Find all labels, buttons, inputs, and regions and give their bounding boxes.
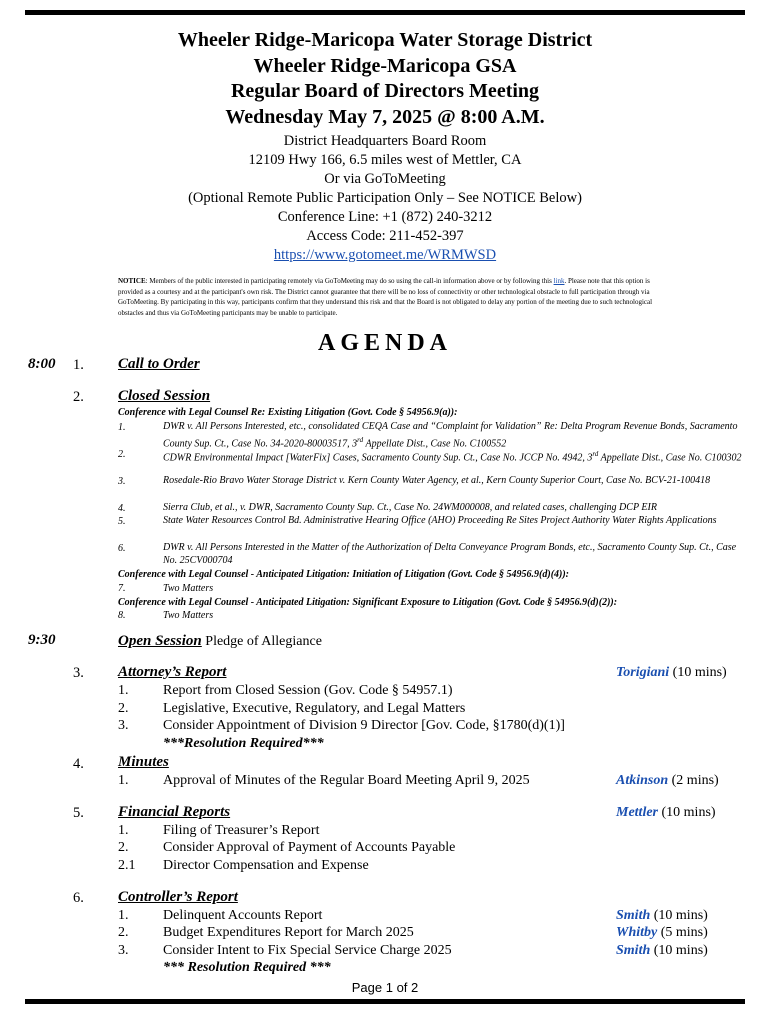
notice-paragraph [118, 276, 663, 318]
item-4-presenter [616, 773, 719, 789]
presenter-duration: (10 mins) [669, 665, 727, 680]
item-3-title: Attorney’s Report [118, 664, 227, 680]
presenter-name: Whitby [616, 925, 658, 940]
item-5-sub-3-number: 2.1 [118, 858, 136, 873]
item-3-sub-3-text: Consider Appointment of Division 9 Director [Gov. Code, §1780(d)(1)] [163, 718, 565, 733]
title-line-1: Wheeler Ridge-Maricopa Water Storage District [177, 29, 593, 51]
time-9-30: 9:30 [28, 632, 56, 648]
item-3-resolution-required: ***Resolution Required*** [163, 736, 324, 751]
item-5-number: 5. [73, 805, 84, 821]
item-6-sub-1-number: 1. [118, 908, 129, 923]
item-3-presenter [616, 665, 727, 681]
item-5-sub-2-number: 2. [118, 840, 129, 855]
item-5-sub-2-text: Consider Approval of Payment of Accounts Payable [163, 840, 456, 855]
meeting-link[interactable]: https://www.gotomeet.me/WRMWSD [273, 247, 497, 263]
info-line-remote: Or via GoToMeeting [324, 171, 446, 187]
notice-text-1: : Members of the public interested in participating remotely via GoToMeeting may do so using the call-in information above or by following this [145, 277, 554, 285]
case-1-text: DWR v. All Persons Interested, etc., consolidated CEQA Case and “Complaint for Validation” Re: Delta Program Revenue Bonds, Sacramento County Sup. Ct., Case No. 34-2020-80003517, 3rd Appellate Dist., Case No. C100552 [163, 421, 738, 449]
case-5-text: State Water Resources Control Bd. Administrative Hearing Office (AHO) Proceeding Re Sites Project Authority Water Rights Applications [163, 515, 717, 526]
presenter-name: Torigiani [616, 665, 670, 680]
presenter-name: Smith [616, 908, 651, 923]
closed-session-subheading-3: Conference with Legal Counsel - Anticipated Litigation: Significant Exposure to Litigation (Govt. Code § 54956.9(d)(2)): [118, 597, 618, 608]
item-4-title: Minutes [118, 754, 169, 770]
item-5-sub-1-number: 1. [118, 823, 129, 838]
info-line-address: 12109 Hwy 166, 6.5 miles west of Mettler, CA [248, 152, 522, 168]
item-5-sub-1-text: Filing of Treasurer’s Report [163, 823, 320, 838]
title-line-4: Wednesday May 7, 2025 @ 8:00 A.M. [225, 105, 545, 128]
item-6-sub-2-presenter [616, 925, 708, 941]
meeting-header [0, 28, 770, 265]
presenter-name: Smith [616, 943, 651, 958]
item-2-number: 2. [73, 389, 84, 405]
case-2-number: 2. [118, 449, 126, 460]
case-1-number: 1. [118, 422, 126, 433]
item-1-title: Call to Order [118, 356, 200, 372]
presenter-name: Mettler [616, 805, 658, 820]
closed-session-subheading-1: Conference with Legal Counsel Re: Existing Litigation (Govt. Code § 54956.9(a)): [118, 407, 458, 418]
case-8-text: Two Matters [163, 610, 214, 621]
info-line-conference: Conference Line: +1 (872) 240-3212 [277, 209, 493, 225]
case-3-number: 3. [118, 476, 126, 487]
item-6-sub-3-number: 3. [118, 943, 129, 958]
item-3-sub-1-text: Report from Closed Session (Gov. Code § 54957.1) [163, 683, 453, 698]
item-6-sub-3-text: Consider Intent to Fix Special Service Charge 2025 [163, 943, 452, 958]
info-line-location: District Headquarters Board Room [283, 133, 487, 149]
presenter-duration: (10 mins) [650, 908, 708, 923]
info-line-access-code: Access Code: 211-452-397 [306, 228, 464, 244]
item-6-sub-1-presenter [616, 908, 708, 924]
notice-label: NOTICE [118, 277, 146, 285]
title-line-3: Regular Board of Directors Meeting [230, 80, 540, 102]
item-6-sub-3-presenter [616, 943, 708, 959]
case-4-text: Sierra Club, et al., v. DWR, Sacramento County Sup. Ct., Case No. 24WM000008, and related cases, challenging DCP EIR [163, 502, 657, 513]
presenter-duration: (2 mins) [668, 773, 719, 788]
closed-session-subheading-2: Conference with Legal Counsel - Anticipated Litigation: Initiation of Litigation (Govt. Code § 54956.9(d)(4)): [118, 569, 570, 580]
open-session-title: Open Session [118, 633, 202, 649]
info-line-optional: (Optional Remote Public Participation Only – See NOTICE Below) [188, 190, 582, 206]
notice-link[interactable]: link [553, 277, 565, 285]
presenter-duration: (10 mins) [658, 805, 716, 820]
open-session-pledge: Pledge of Allegiance [201, 634, 322, 649]
item-6-title: Controller’s Report [118, 889, 238, 905]
page-number: Page 1 of 2 [351, 980, 419, 995]
case-8-number: 8. [118, 610, 126, 621]
top-rule [25, 10, 745, 15]
title-line-2: Wheeler Ridge-Maricopa GSA [253, 54, 517, 77]
agenda-title: AGENDA [317, 330, 452, 356]
open-session-line [118, 632, 322, 650]
case-4-number: 4. [118, 503, 126, 514]
item-4-sub-1-text: Approval of Minutes of the Regular Board Meeting April 9, 2025 [163, 773, 530, 788]
case-2-text: CDWR Environmental Impact [WaterFix] Cases, Sacramento County Sup. Ct., Case No. JCCP No. 4942, 3rd Appellate Dist., Case No. C100302 [163, 450, 742, 464]
item-5-sub-3-text: Director Compensation and Expense [163, 858, 369, 873]
case-5-number: 5. [118, 516, 126, 527]
item-2-title: Closed Session [118, 388, 211, 404]
case-7-number: 7. [118, 583, 126, 594]
case-6-text: DWR v. All Persons Interested in the Matter of the Authorization of Delta Conveyance Program Bonds, etc., Sacramento County Sup. Ct., Case No. 25CV000704 [163, 542, 737, 566]
item-4-sub-1-number: 1. [118, 773, 129, 788]
item-1-number: 1. [73, 357, 84, 373]
item-3-sub-1-number: 1. [118, 683, 129, 698]
case-3-text: Rosedale-Rio Bravo Water Storage District v. Kern County Water Agency, et al., Kern County Superior Court, Case No. BCV-21-100418 [163, 475, 711, 486]
item-6-sub-2-text: Budget Expenditures Report for March 2025 [163, 925, 414, 940]
case-7-text: Two Matters [163, 583, 214, 594]
notice-text-2: . Please note that this option is provided as a courtesy and at the participant's own risk. The District cannot guarantee that there will be no loss of connectivity or other technological obstacle to full participation through via GoToMeeting. By participating in this way, participants confirm that they understand this risk and that the Board is not obligated to delay any portion of the meeting due to such technological obstacles and thus via GoToMeeting participants may be unable to participate. [118, 277, 653, 317]
item-3-number: 3. [73, 665, 84, 681]
item-5-presenter [616, 805, 716, 821]
item-6-resolution-required: *** Resolution Required *** [163, 960, 331, 975]
presenter-duration: (10 mins) [650, 943, 708, 958]
time-8-00: 8:00 [28, 356, 56, 372]
item-6-sub-2-number: 2. [118, 925, 129, 940]
item-5-title: Financial Reports [118, 804, 231, 820]
item-3-sub-2-number: 2. [118, 701, 129, 716]
item-6-number: 6. [73, 890, 84, 906]
item-6-sub-1-text: Delinquent Accounts Report [163, 908, 323, 923]
presenter-name: Atkinson [616, 773, 669, 788]
presenter-duration: (5 mins) [657, 925, 708, 940]
item-4-number: 4. [73, 756, 84, 772]
case-6-number: 6. [118, 543, 126, 554]
bottom-rule [25, 999, 745, 1004]
item-3-sub-3-number: 3. [118, 718, 129, 733]
item-3-sub-2-text: Legislative, Executive, Regulatory, and Legal Matters [163, 701, 466, 716]
